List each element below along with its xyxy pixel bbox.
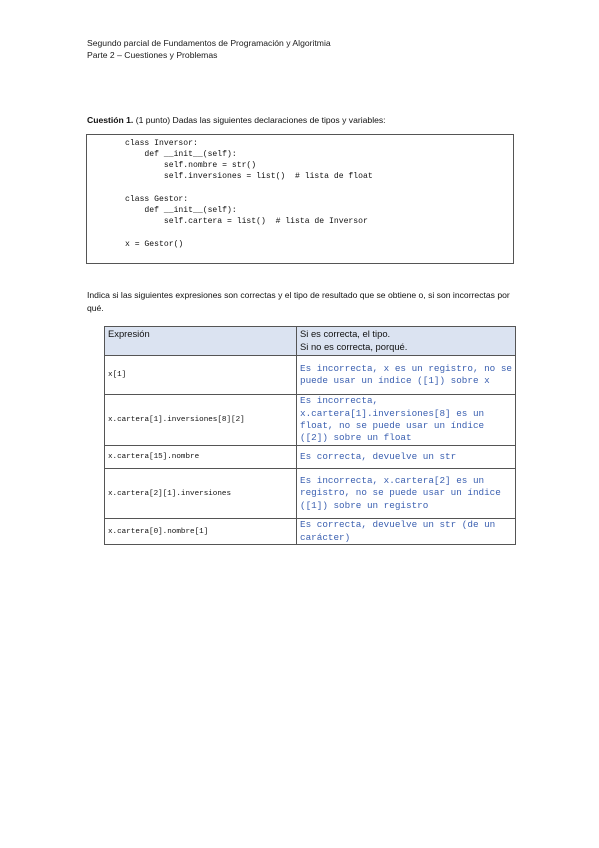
code-line: self.nombre = str() (125, 161, 257, 170)
answer-cell: Es incorrecta, x.cartera[2] es un registro, no se puede usar un índice ([1]) sobre un registro (297, 469, 516, 519)
question-points: (1 punto) (135, 115, 171, 125)
table-header-row (105, 327, 516, 356)
answer-cell: Es incorrecta, x es un registro, no se puede usar un índice ([1]) sobre x (297, 356, 516, 395)
code-line: self.inversiones = list() # lista de float (125, 172, 373, 181)
code-line: x = Gestor() (125, 240, 184, 249)
question-intro (87, 114, 386, 126)
code-line: def __init__(self): (125, 150, 237, 159)
table-row (105, 446, 516, 469)
header-result-line2: Si no es correcta, porqué. (300, 340, 408, 352)
header-result (297, 327, 516, 356)
answers-table (104, 326, 516, 545)
header-title: Segundo parcial de Fundamentos de Programación y Algoritmia (87, 38, 331, 48)
expression-cell: x.cartera[15].nombre (105, 446, 297, 469)
question-label: Cuestión 1. (87, 115, 134, 125)
code-line: self.cartera = list() # lista de Inversor (125, 217, 368, 226)
answer-cell: Es correcta, devuelve un str (297, 446, 516, 469)
header-subtitle: Parte 2 – Cuestiones y Problemas (87, 50, 218, 60)
table-row (105, 469, 516, 519)
expression-cell: x.cartera[1].inversiones[8][2] (105, 395, 297, 446)
table-row (105, 356, 516, 395)
header-result-line1: Si es correcta, el tipo. (300, 328, 391, 339)
answer-cell: Es incorrecta, x.cartera[1].inversiones[8] es un float, no se puede usar un índice ([2]) sobre un float (297, 395, 516, 446)
expression-cell: x.cartera[0].nombre[1] (105, 519, 297, 545)
code-line: def __init__(self): (125, 206, 237, 215)
code-line: class Inversor: (125, 139, 198, 148)
header-expression: Expresión (105, 327, 297, 356)
expression-cell: x[1] (105, 356, 297, 395)
table-row (105, 395, 516, 446)
code-line: class Gestor: (125, 195, 189, 204)
expression-cell: x.cartera[2][1].inversiones (105, 469, 297, 519)
table-row (105, 519, 516, 545)
instructions-paragraph: Indica si las siguientes expresiones son correctas y el tipo de resultado que se obtiene o, si son incorrectas por qué. (87, 290, 510, 313)
question-text: Dadas las siguientes declaraciones de tipos y variables: (172, 115, 386, 125)
answer-cell: Es correcta, devuelve un str (de un carácter) (297, 519, 516, 545)
